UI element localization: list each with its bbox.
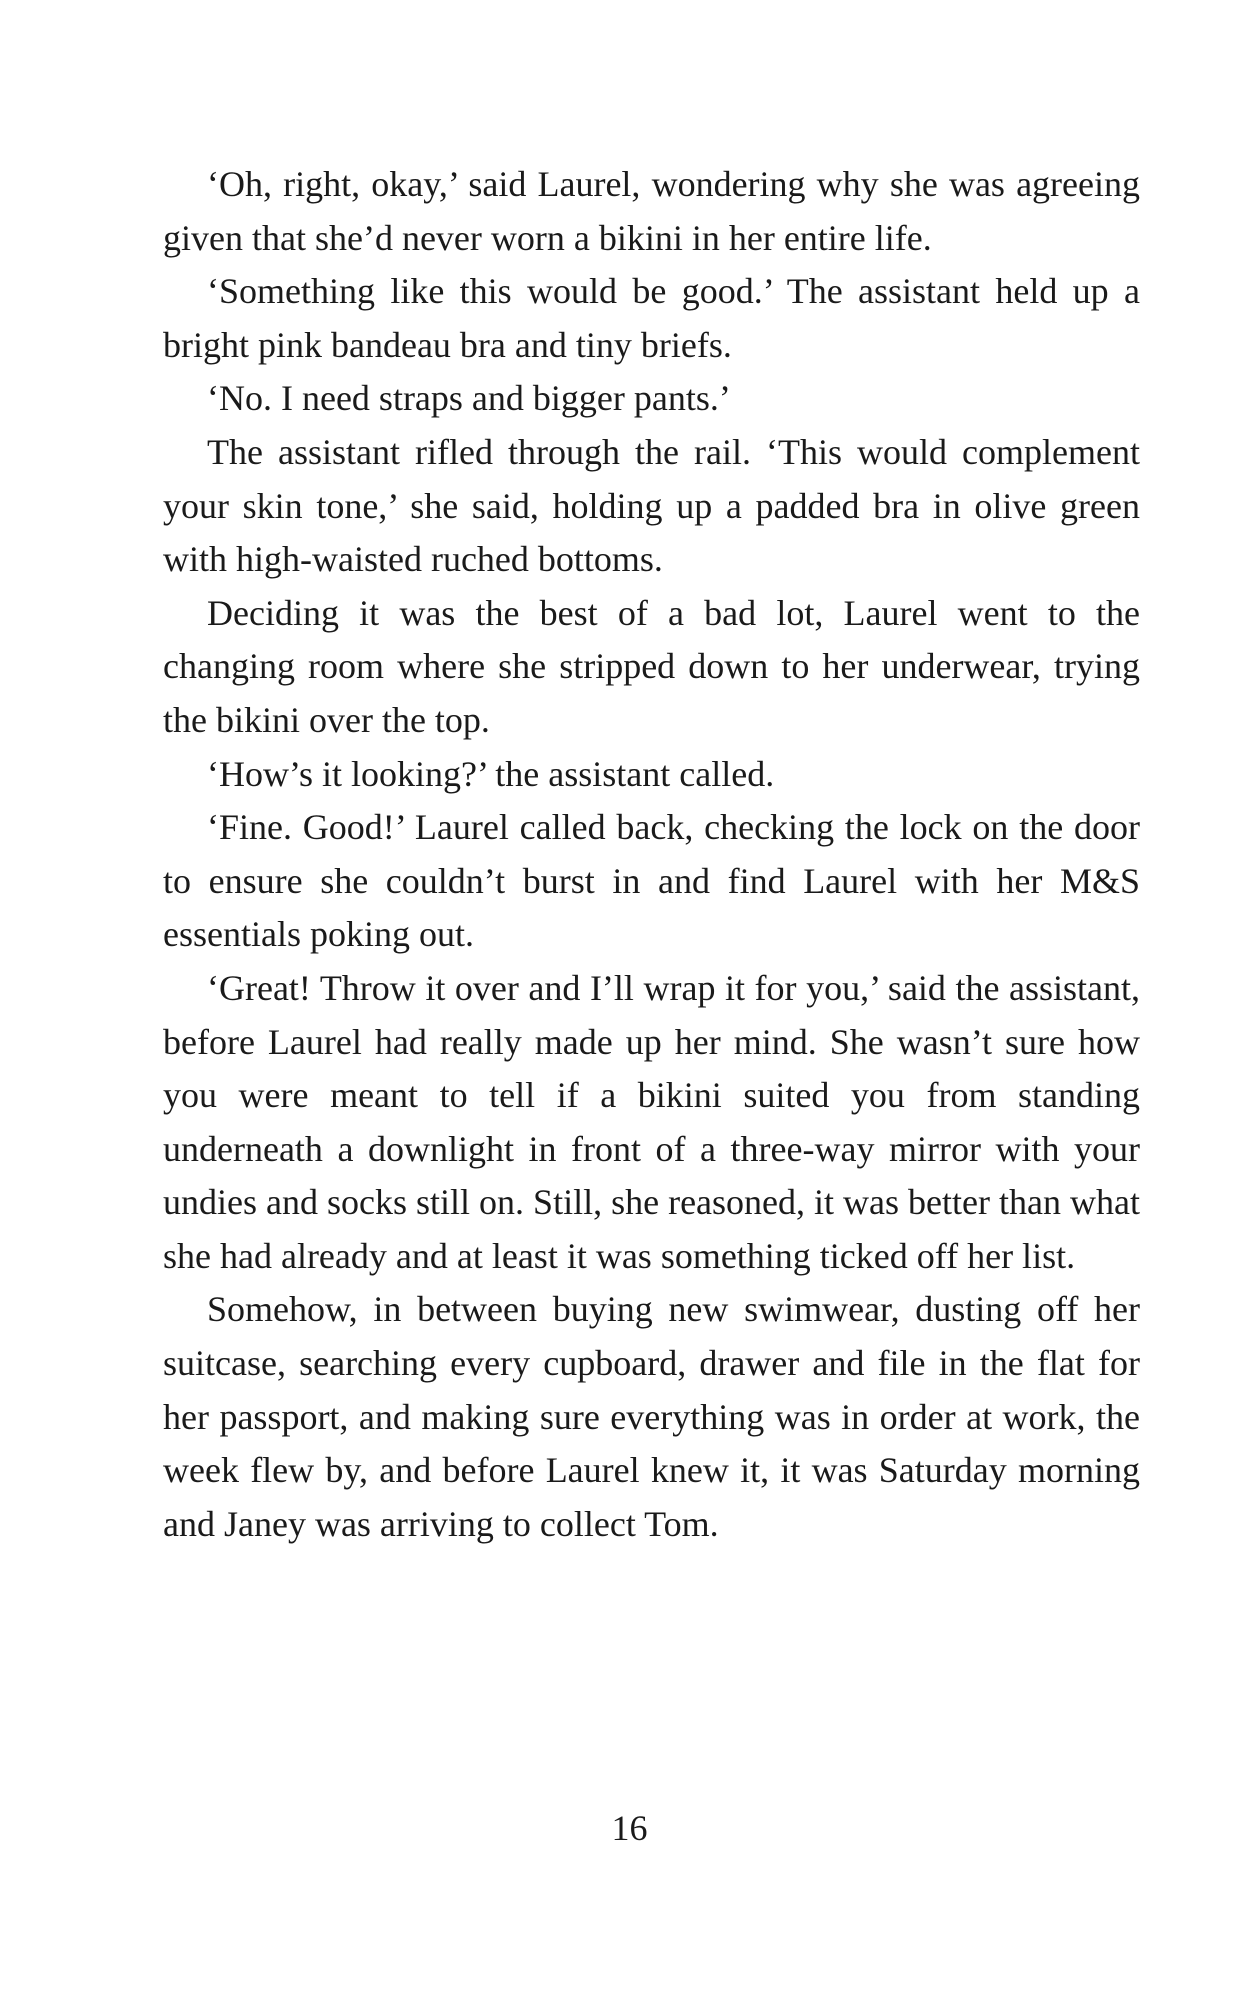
paragraph: Deciding it was the best of a bad lot, Laurel went to the changing room where she stripped down to her underwear, trying the bikini over the top. bbox=[163, 592, 1140, 740]
page-number: 16 bbox=[611, 1808, 648, 1848]
paragraph: ‘Great! Throw it over and I’ll wrap it for you,’ said the assistant, before Laurel had really made up her mind. She wasn’t sure how you were meant to tell if a bikini suited you from standing underneath a downlight in front of a three-way mirror with your undies and socks still on. Still, she reasoned, it was better than what she had already and at least it was something ticked off her list. bbox=[163, 967, 1140, 1276]
paragraph: ‘Oh, right, okay,’ said Laurel, wondering why she was agreeing given that she’d never worn a bikini in her entire life. bbox=[163, 164, 1140, 258]
paragraph: The assistant rifled through the rail. ‘This would complement your skin tone,’ she said, holding up a padded bra in olive green with high-waisted ruched bottoms. bbox=[163, 431, 1140, 580]
body-text bbox=[163, 158, 1140, 1551]
paragraph: ‘Something like this would be good.’ The assistant held up a bright pink bandeau bra and tiny briefs. bbox=[163, 271, 1140, 365]
paragraph: Somehow, in between buying new swimwear, dusting off her suitcase, searching every cupboard, drawer and file in the flat for her passport, and making sure everything was in order at work, the week flew by, and before Laurel knew it, it was Saturday morning and Janey was arriving to collect Tom. bbox=[163, 1289, 1140, 1544]
paragraph: ‘Fine. Good!’ Laurel called back, checking the lock on the door to ensure she couldn’t burst in and find Laurel with her M&S essentials poking out. bbox=[163, 807, 1140, 955]
paragraph: ‘No. I need straps and bigger pants.’ bbox=[207, 378, 731, 419]
paragraph: ‘How’s it looking?’ the assistant called. bbox=[207, 753, 775, 794]
